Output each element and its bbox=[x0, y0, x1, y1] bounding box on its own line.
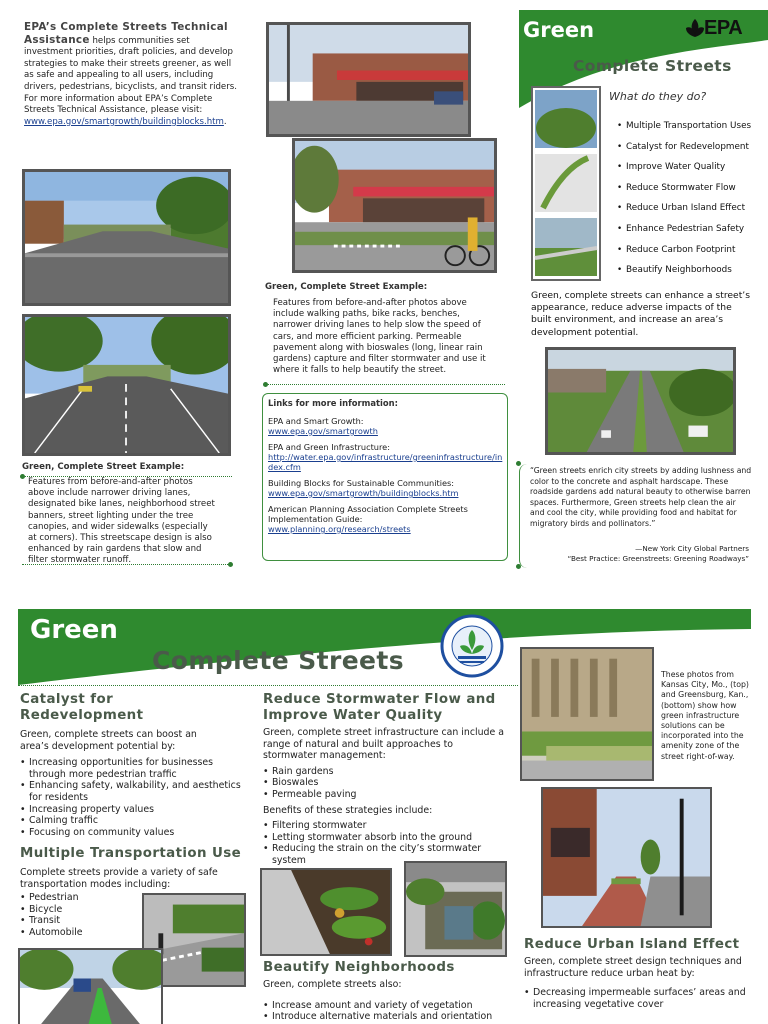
heat-bullet: • Decreasing impermeable surfaces’ areas and increasing vegetative cover bbox=[524, 987, 756, 1010]
panel-bullet: • Improve Water Quality bbox=[617, 157, 751, 178]
transport-bullet: • Transit bbox=[20, 915, 250, 927]
catalyst-heading: Catalyst for Redevelopment bbox=[20, 692, 144, 723]
beautify-bullet: • Introduce alternative materials and orientation bbox=[263, 1011, 513, 1023]
catalyst-bullets bbox=[20, 757, 250, 838]
example-mid bbox=[265, 282, 505, 376]
link-item: Building Blocks for Sustainable Communities: www.epa.gov/smartgrowth/buildingblocks.htm bbox=[268, 478, 504, 498]
heat-heading: Reduce Urban Island Effect bbox=[524, 937, 740, 952]
stormwater-section bbox=[263, 692, 513, 867]
divider bbox=[265, 384, 505, 385]
example-left-title: Green, Complete Street Example: bbox=[22, 462, 185, 472]
beautify-intro: Green, complete streets also: bbox=[263, 979, 402, 990]
quote-block bbox=[519, 464, 753, 568]
catalyst-bullet: • Focusing on community values bbox=[20, 827, 250, 839]
example-left-body: Features from before-and-after photos above include narrower driving lanes, designated bike lanes, neighborhood street banners, street lighting under the tree canopies, and wider sidewalks (especially at corners). This streetscape design is also enhanced by rain gardens that slow and filter stormwater runoff. bbox=[28, 477, 215, 566]
example-mid-body: Features from before-and-after photos above include walking paths, bike racks, benches, narrower driving lanes to help slow the speed of cars, and more efficient parking. Permeable pavement along with bioswales (long, linear rain gardens) capture and filter stormwater and use it where it falls to help beautify the street. bbox=[273, 298, 486, 376]
stormwater-benefits-intro: Benefits of these strategies include: bbox=[263, 804, 433, 816]
catalyst-bullet: • Enhancing safety, walkability, and aesthetics for residents bbox=[20, 780, 250, 803]
links-list bbox=[268, 416, 504, 534]
catalyst-intro: Green, complete streets can boost an area’s development potential by: bbox=[20, 729, 197, 752]
stormwater-bullet: • Permeable paving bbox=[263, 789, 513, 801]
link-item: American Planning Association Complete Streets Implementation Guide: www.planning.org/research/streets bbox=[268, 504, 504, 534]
photo-street-after bbox=[22, 314, 231, 456]
panel-bullet: • Multiple Transportation Uses bbox=[617, 116, 751, 137]
intro-title: EPA’s Complete Streets Technical Assistance bbox=[24, 21, 228, 46]
beautify-heading: Beautify Neighborhoods bbox=[263, 960, 455, 975]
epa-logo: EPA bbox=[684, 16, 754, 40]
epa-seal-icon bbox=[440, 614, 504, 678]
divider-dot bbox=[262, 381, 269, 388]
panel-bullets bbox=[617, 116, 751, 281]
kansas-caption: These photos from Kansas City, Mo., (top) and Greensburg, Kan., (bottom) show how green infrastructure solutions can be incorporated into the amenity zone of the street right-of-way. bbox=[661, 670, 749, 761]
stormwater-benefit: • Reducing the strain on the city’s stormwater system bbox=[263, 843, 503, 866]
photo-street-before bbox=[22, 169, 231, 306]
stormwater-benefit: • Filtering stormwater bbox=[263, 820, 503, 832]
transport-heading: Multiple Transportation Use bbox=[20, 846, 242, 861]
panel-bullet: • Reduce Urban Island Effect bbox=[617, 198, 751, 219]
panel-green-word: Green bbox=[523, 18, 595, 42]
photo-rain-garden bbox=[260, 868, 392, 956]
stormwater-benefits bbox=[263, 820, 503, 866]
photo-aerial-street bbox=[545, 347, 736, 455]
catalyst-bullet: • Increasing property values bbox=[20, 804, 250, 816]
bottom-green-word: Green bbox=[30, 615, 118, 645]
panel-bullet: • Catalyst for Redevelopment bbox=[617, 137, 751, 158]
catalyst-section bbox=[20, 692, 250, 838]
heat-bullets bbox=[524, 987, 756, 1010]
stormwater-bullet: • Rain gardens bbox=[263, 766, 513, 778]
example-left bbox=[22, 462, 232, 567]
photo-greensburg bbox=[541, 787, 712, 928]
link-item: EPA and Green Infrastructure: http://water.epa.gov/infrastructure/greeninfrastructure/index.cfm bbox=[268, 442, 503, 472]
photo-storefront-after bbox=[292, 138, 497, 273]
stormwater-bullets bbox=[263, 766, 513, 801]
photo-bike-lane bbox=[18, 948, 163, 1024]
example-mid-title: Green, Complete Street Example: bbox=[265, 282, 428, 292]
divider bbox=[22, 476, 232, 477]
quote-text: “Green streets enrich city streets by adding lushness and color to the concrete and asphalt hardscape. These roadside gardens add natural beauty to otherwise barren spaces. Furthermore, Green streets help clean the air and cool the city, while providing food and habitat for migratory birds and pollinators.” bbox=[530, 466, 752, 528]
quote-attribution: —New York City Global Partners bbox=[635, 544, 749, 553]
heat-section bbox=[524, 937, 760, 1010]
quote-bracket bbox=[519, 464, 529, 568]
photo-storefront-before bbox=[266, 22, 471, 137]
panel-question: What do they do? bbox=[609, 90, 707, 103]
stormwater-benefit: • Letting stormwater absorb into the ground bbox=[263, 832, 503, 844]
beautify-bullet: • Increase amount and variety of vegetation bbox=[263, 1000, 513, 1012]
quote-source: “Best Practice: Greenstreets: Greening Roadways” bbox=[567, 554, 749, 563]
bottom-divider bbox=[18, 685, 518, 686]
epa-flower-icon bbox=[684, 17, 706, 39]
panel-photo-strip bbox=[531, 86, 601, 281]
panel-bullet: • Beautify Neighborhoods bbox=[617, 260, 751, 281]
links-content bbox=[268, 398, 504, 534]
stormwater-bullet: • Bioswales bbox=[263, 777, 513, 789]
link-url[interactable]: www.epa.gov/smartgrowth bbox=[268, 426, 378, 436]
stormwater-intro: Green, complete street infrastructure can include a range of natural and built approaches to stormwater management: bbox=[263, 727, 505, 762]
transport-bullet: • Pedestrian bbox=[20, 892, 250, 904]
intro-text: EPA’s Complete Streets Technical Assistance helps communities set investment priorities, draft policies, and develop strategies to make their streets greener, as well as safe and appealing to all users, including drivers, pedestrians, bicyclists, and transit riders. For more information about EPA’s Complete Streets Technical Assistance, please visit: www.epa.gov/smartgrowth/buildingblocks.htm. bbox=[24, 21, 237, 127]
panel-subtitle: Complete Streets bbox=[573, 57, 732, 75]
intro-link[interactable]: www.epa.gov/smartgrowth/buildingblocks.htm bbox=[24, 116, 224, 127]
links-heading: Links for more information: bbox=[268, 398, 398, 408]
panel-bullet: • Reduce Carbon Footprint bbox=[617, 240, 751, 261]
link-url[interactable]: www.planning.org/research/streets bbox=[268, 524, 411, 534]
photo-kansas-city bbox=[520, 647, 654, 781]
panel-photos bbox=[533, 88, 599, 279]
divider-dot bbox=[227, 561, 234, 568]
photo-bioswale bbox=[404, 861, 507, 957]
panel-summary: Green, complete streets can enhance a street’s appearance, reduce adverse impacts of the built environment, and increase an area’s development potential. bbox=[531, 290, 751, 338]
stormwater-heading: Reduce Stormwater Flow and Improve Water Quality bbox=[263, 692, 496, 723]
transport-intro: Complete streets provide a variety of safe transportation modes including: bbox=[20, 867, 218, 890]
intro-body: helps communities set investment priorities, draft policies, and develop strategies to make their streets greener, as well as safe and appealing to all users, including drivers, pedestrians, bicyclists, and transit riders. For more information about EPA’s Complete Streets Technical Assistance, please visit: bbox=[24, 35, 237, 116]
bottom-title: Complete Streets bbox=[152, 646, 405, 675]
panel-bullet: • Enhance Pedestrian Safety bbox=[617, 219, 751, 240]
beautify-bullets bbox=[263, 1000, 513, 1023]
transport-bullet: • Bicycle bbox=[20, 904, 250, 916]
heat-intro: Green, complete street design techniques and infrastructure reduce urban heat by: bbox=[524, 956, 742, 979]
beautify-section bbox=[263, 960, 513, 1023]
link-item: EPA and Smart Growth: www.epa.gov/smartgrowth bbox=[268, 416, 504, 436]
divider bbox=[22, 564, 232, 565]
intro-block bbox=[24, 22, 240, 128]
panel-bullet: • Reduce Stormwater Flow bbox=[617, 178, 751, 199]
catalyst-bullet: • Increasing opportunities for businesses through more pedestrian traffic bbox=[20, 757, 250, 780]
catalyst-bullet: • Calming traffic bbox=[20, 815, 250, 827]
transport-bullet: • Automobile bbox=[20, 927, 250, 939]
link-url[interactable]: www.epa.gov/smartgrowth/buildingblocks.htm bbox=[268, 488, 459, 498]
link-url[interactable]: http://water.epa.gov/infrastructure/greeninfrastructure/index.cfm bbox=[268, 452, 503, 472]
